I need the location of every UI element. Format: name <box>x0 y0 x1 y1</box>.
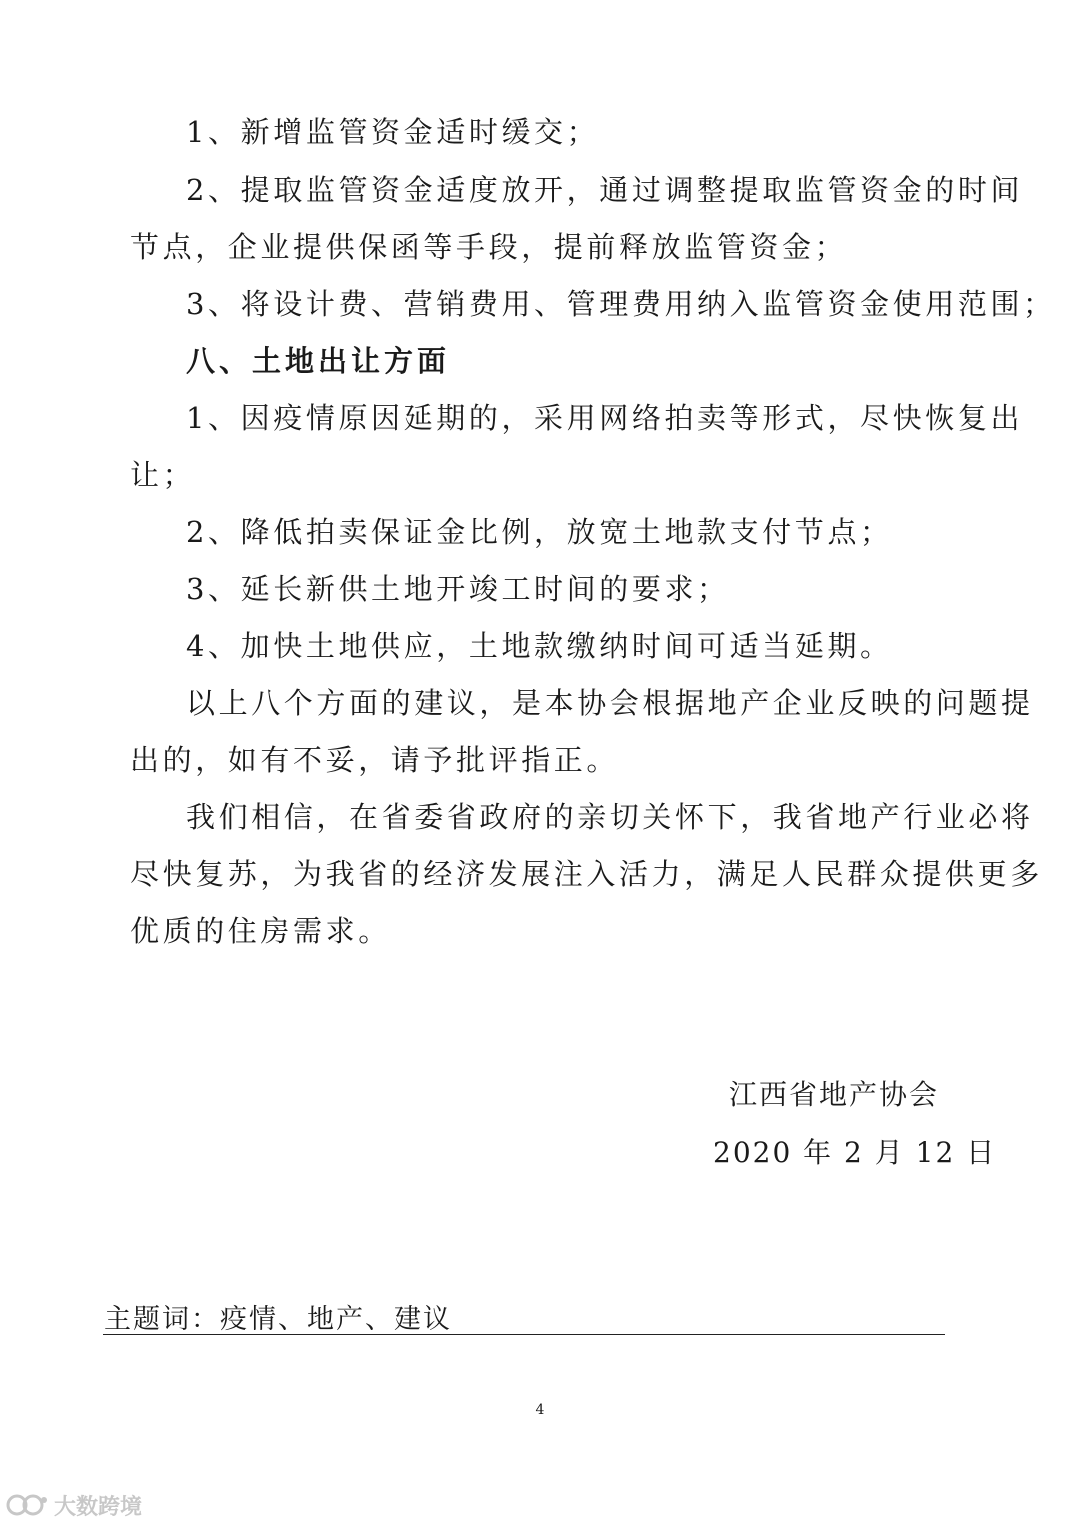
section-heading: 八、土地出让方面 <box>186 344 451 378</box>
page-number: 4 <box>535 1402 545 1418</box>
paragraph-line: 3、延长新供土地开竣工时间的要求； <box>186 572 730 606</box>
paragraph-line: 2、降低拍卖保证金比例，放宽土地款支付节点； <box>186 515 893 549</box>
paragraph-line: 出的，如有不妥，请予批评指正。 <box>130 743 620 777</box>
paragraph-line: 尽快复苏，为我省的经济发展注入活力，满足人民群众提供更多 <box>130 857 1043 891</box>
paragraph-line: 4、加快土地供应，土地款缴纳时间可适当延期。 <box>186 629 893 663</box>
paragraph-line: 2、提取监管资金适度放开，通过调整提取监管资金的时间 <box>186 173 1024 207</box>
paragraph-line: 节点，企业提供保函等手段，提前释放监管资金； <box>130 230 848 264</box>
watermark-text: 大数跨境 <box>54 1494 143 1520</box>
paragraph-line: 3、将设计费、营销费用、管理费用纳入监管资金使用范围； <box>186 287 1056 321</box>
paragraph-line: 1、新增监管资金适时缓交； <box>186 115 600 149</box>
paragraph-line: 以上八个方面的建议，是本协会根据地产企业反映的问题提 <box>186 686 1034 720</box>
paragraph-line: 我们相信，在省委省政府的亲切关怀下，我省地产行业必将 <box>186 800 1034 834</box>
paragraph-line: 让； <box>130 458 196 492</box>
paragraph-line: 优质的住房需求。 <box>130 914 391 948</box>
keywords-underline <box>103 1334 945 1335</box>
logo-icon <box>6 1490 50 1520</box>
signature-organization: 江西省地产协会 <box>729 1078 940 1111</box>
keywords-line: 主题词：疫情、地产、建议 <box>104 1304 452 1335</box>
paragraph-line: 1、因疫情原因延期的，采用网络拍卖等形式，尽快恢复出 <box>186 401 1024 435</box>
signature-date: 2020 年 2 月 12 日 <box>713 1136 997 1169</box>
watermark <box>6 1488 142 1522</box>
